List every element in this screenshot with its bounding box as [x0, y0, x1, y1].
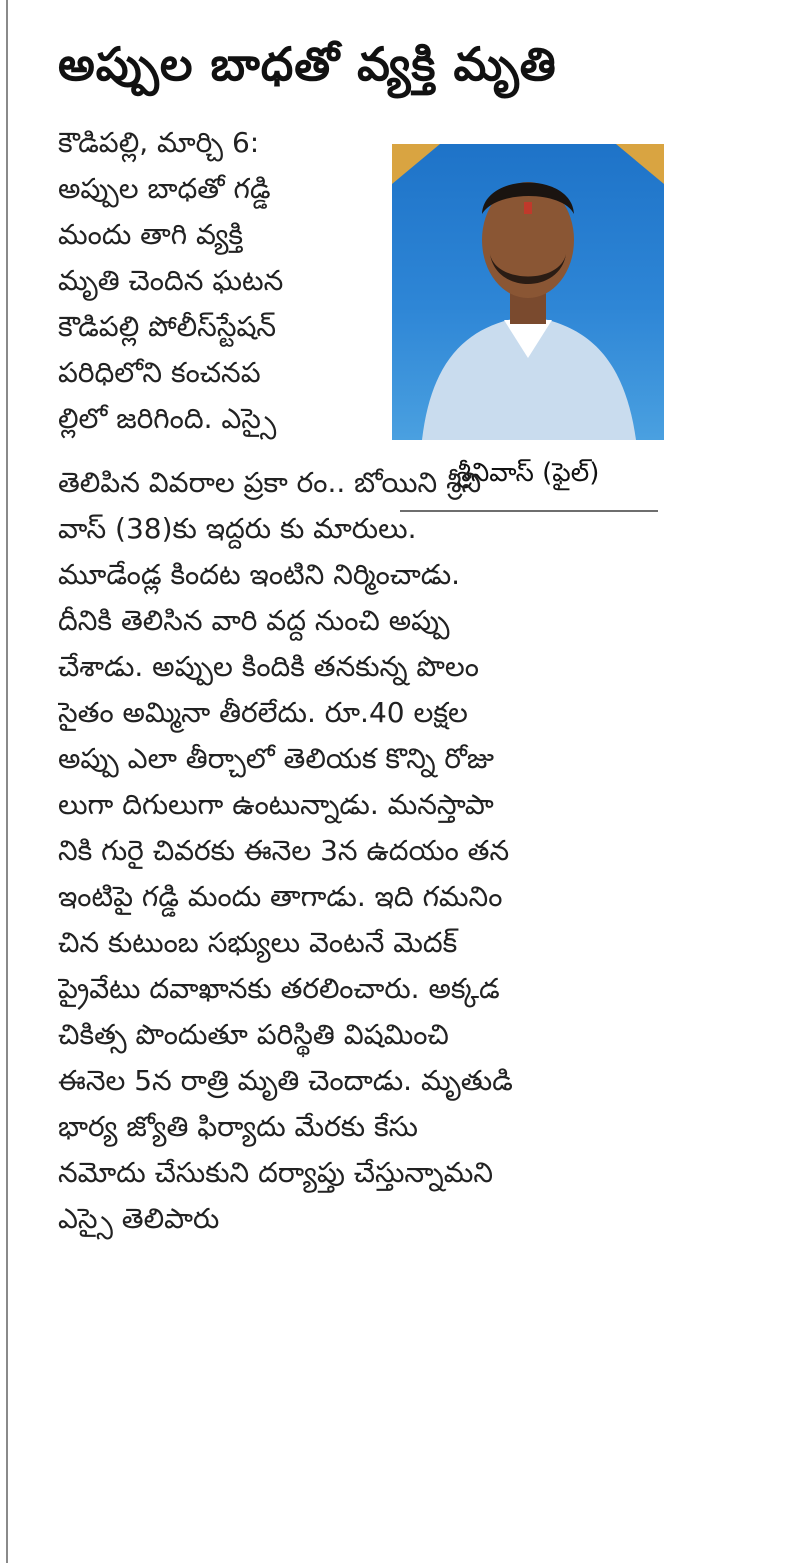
column-divider — [6, 0, 8, 1563]
body-line: మూడేండ్ల కిందట ఇంటిని నిర్మించాడు. — [58, 558, 461, 591]
body-line: అప్పుల బాధతో గడ్డి — [58, 172, 271, 205]
body-line: అప్పు ఎలా తీర్చాలో తెలియక కొన్ని రోజు — [58, 742, 494, 775]
body-line: భార్య జ్యోతి ఫిర్యాదు మేరకు కేసు — [58, 1110, 418, 1143]
body-line: లుగా దిగులుగా ఉంటున్నాడు. మనస్తాపా — [58, 788, 494, 821]
body-line: చికిత్స పొందుతూ పరిస్థితి విషమించి — [58, 1018, 449, 1051]
body-line: చిన కుటుంబ సభ్యులు వెంటనే మెదక్ — [58, 926, 458, 959]
news-article — [30, 0, 670, 1563]
body-line: ఇంటిపై గడ్డి మందు తాగాడు. ఇది గమనిం — [58, 880, 503, 913]
headline: అప్పుల బాధతో వ్యక్తి మృతి — [58, 37, 557, 91]
body-line: ప్రైవేటు దవాఖానకు తరలించారు. అక్కడ — [58, 972, 500, 1005]
body-line: నికి గురై చివరకు ఈనెల 3న ఉదయం తన — [58, 834, 510, 867]
body-line: పరిధిలోని కంచనప — [58, 356, 261, 389]
body-line: కౌడిపల్లి పోలీస్‌స్టేషన్ — [58, 310, 277, 343]
body-line: వాస్ (38)కు ఇద్దరు కు మారులు. — [58, 512, 417, 545]
photo-caption: శ్రీనివాస్ (ఫైల్) — [456, 458, 600, 488]
body-line: చేశాడు. అప్పుల కిందికి తనకున్న పొలం — [58, 650, 479, 683]
body-line: ఎస్సై తెలిపారు — [58, 1202, 220, 1235]
person-photo — [392, 144, 664, 440]
body-line: ఈనెల 5న రాత్రి మృతి చెందాడు. మృతుడి — [58, 1064, 513, 1097]
body-line: కౌడిపల్లి, మార్చి 6: — [58, 126, 260, 159]
body-line: దీనికి తెలిసిన వారి వద్ద నుంచి అప్పు — [58, 604, 450, 637]
body-line: ల్లిలో జరిగింది. ఎస్సై — [58, 402, 277, 435]
body-line: మృతి చెందిన ఘటన — [58, 264, 284, 297]
body-line: మందు తాగి వ్యక్తి — [58, 218, 244, 251]
body-line: నమోదు చేసుకుని దర్యాప్తు చేస్తున్నామని — [58, 1156, 494, 1189]
body-line: తెలిపిన వివరాల ప్రకా రం.. బోయిని శ్రీని — [58, 466, 482, 499]
body-line: సైతం అమ్మినా తీరలేదు. రూ.40 లక్షల — [58, 696, 468, 729]
